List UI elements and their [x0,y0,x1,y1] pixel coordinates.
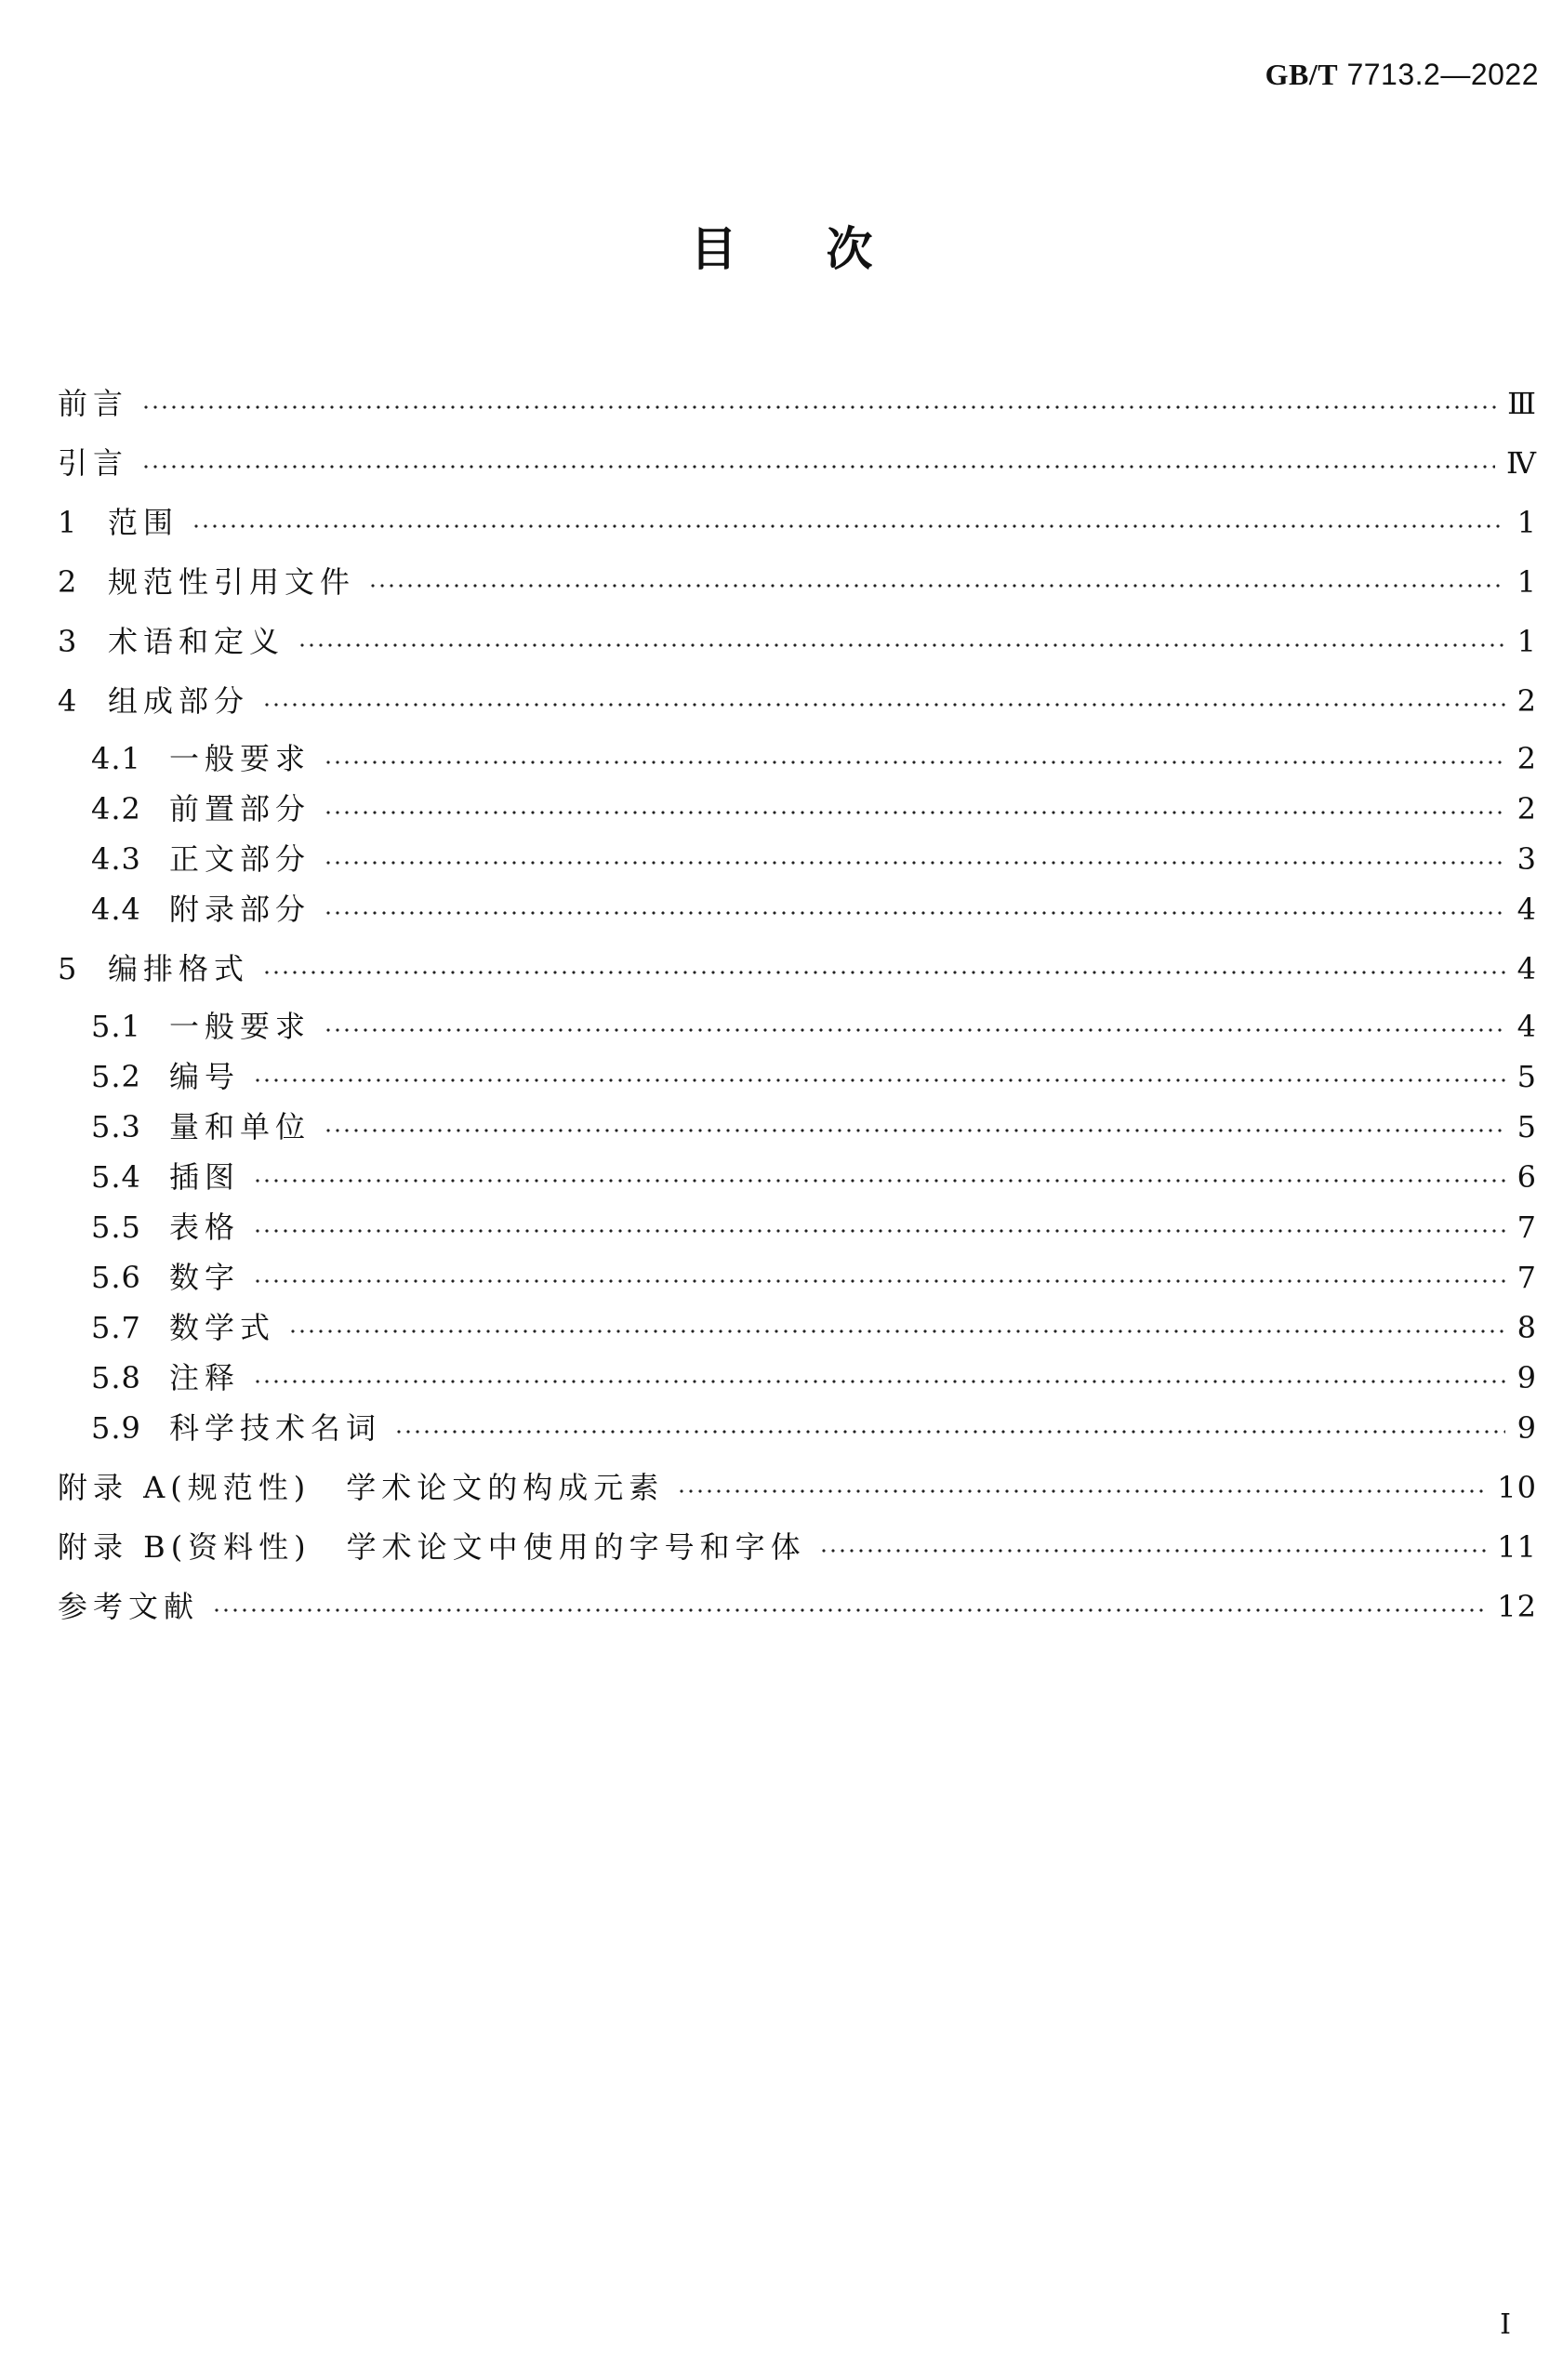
toc-entry[interactable] [58,1528,1537,1566]
toc-entry-page: 11 [1497,1529,1537,1565]
toc-entry[interactable] [58,504,1537,541]
toc-entry-label: 前置部分 [169,791,311,826]
toc-entry-label: 引言 [58,445,129,481]
toc-entry-label: 参考文献 [58,1589,200,1624]
standard-number: 7713.2—2022 [1346,58,1539,91]
standard-code [1265,58,1539,92]
toc-entry-page: 10 [1497,1470,1537,1505]
page-title [0,221,1563,277]
toc-entry-page: 2 [1517,683,1537,719]
toc-entry-page: 8 [1517,1310,1537,1345]
toc-entry-page: Ⅳ [1506,445,1537,481]
toc-entry-page: 5 [1517,1059,1537,1094]
toc-entry[interactable] [58,1588,1537,1625]
toc-entry-page: 2 [1517,741,1537,776]
toc-leader-dots [819,1547,1487,1554]
toc-entry-number: 5.1 [91,1009,141,1044]
toc-entry[interactable] [58,950,1537,987]
toc-leader-dots [253,1077,1505,1084]
toc-entry[interactable] [58,1469,1537,1506]
toc-entry-label: 科学技术名词 [169,1410,382,1446]
toc-entry[interactable] [58,1008,1537,1045]
toc-entry-number: 1 [58,505,78,540]
toc-entry-number: 5.7 [91,1310,141,1345]
toc-leader-dots [324,909,1505,917]
toc-entry-number: 4 [58,683,78,719]
toc-entry-label: 范围 [108,505,179,540]
toc-leader-dots [192,522,1505,530]
toc-entry-label: 表格 [169,1210,241,1245]
toc-entry[interactable] [58,891,1537,928]
toc-entry-label: 数字 [169,1260,241,1295]
toc-leader-dots [141,403,1496,411]
toc-entry-number: 4.3 [91,841,141,877]
toc-entry[interactable] [58,623,1537,660]
toc-entry-label: 数学式 [169,1310,276,1345]
toc-entry[interactable] [58,563,1537,601]
toc-entry-page: 7 [1517,1260,1537,1295]
toc-entry-label: 一般要求 [169,741,311,776]
toc-entry-label: 附录 B(资料性) 学术论文中使用的字号和字体 [58,1529,806,1565]
toc-entry-number: 4.4 [91,892,141,927]
toc-entry[interactable] [58,1409,1537,1447]
toc-entry-page: Ⅲ [1507,386,1537,421]
toc-leader-dots [253,1378,1505,1385]
toc-leader-dots [262,969,1505,976]
toc-entry[interactable] [58,1108,1537,1145]
toc-entry-number: 5 [58,951,78,986]
toc-leader-dots [212,1606,1486,1614]
toc-leader-dots [324,809,1505,816]
toc-entry-label: 量和单位 [169,1109,311,1144]
toc-entry[interactable] [58,1259,1537,1296]
toc-entry-page: 6 [1517,1159,1537,1195]
toc-entry-page: 12 [1497,1589,1537,1624]
toc-entry-page: 4 [1517,892,1537,927]
toc-leader-dots [324,1026,1505,1034]
toc-entry-number: 5.8 [91,1360,141,1395]
toc-entry-label: 组成部分 [108,683,250,719]
toc-entry-number: 5.9 [91,1410,141,1446]
toc-entry-number: 5.6 [91,1260,141,1295]
toc-entry-label: 注释 [169,1360,241,1395]
toc-entry-number: 5.3 [91,1109,141,1144]
toc-entry[interactable] [58,444,1537,482]
toc-leader-dots [298,641,1505,649]
page-title-char-1: 目 [690,222,737,276]
toc-entry-label: 编号 [169,1059,241,1094]
toc-entry-number: 5.4 [91,1159,141,1195]
toc-entry-number: 5.5 [91,1210,141,1245]
toc-entry-number: 4.2 [91,791,141,826]
toc-entry-number: 3 [58,624,78,659]
toc-entry-label: 编排格式 [108,951,250,986]
toc-entry-page: 7 [1517,1210,1537,1245]
toc-entry-page: 2 [1517,791,1537,826]
toc-entry[interactable] [58,840,1537,878]
toc-leader-dots [677,1488,1486,1495]
toc-leader-dots [368,582,1505,589]
toc-entry-label: 附录部分 [169,892,311,927]
toc-entry[interactable] [58,1359,1537,1396]
table-of-contents [58,372,1537,1625]
toc-entry-label: 术语和定义 [108,624,285,659]
toc-leader-dots [324,759,1505,766]
toc-entry[interactable] [58,1058,1537,1095]
toc-entry[interactable] [58,1309,1537,1346]
toc-entry-label: 附录 A(规范性) 学术论文的构成元素 [58,1470,665,1505]
toc-entry-page: 5 [1517,1109,1537,1144]
toc-entry-page: 4 [1517,951,1537,986]
toc-entry-page: 9 [1517,1360,1537,1395]
toc-entry-number: 5.2 [91,1059,141,1094]
toc-leader-dots [253,1277,1505,1285]
toc-leader-dots [253,1227,1505,1235]
toc-entry-number: 4.1 [91,741,141,776]
toc-entry-label: 正文部分 [169,841,311,877]
toc-entry[interactable] [58,385,1537,422]
standard-prefix: GB/T [1265,58,1339,91]
toc-entry[interactable] [58,682,1537,720]
toc-leader-dots [394,1428,1505,1435]
toc-leader-dots [262,701,1505,708]
toc-leader-dots [141,463,1495,470]
toc-entry-label: 插图 [169,1159,241,1195]
page-number: Ⅰ [1500,2308,1511,2341]
toc-entry[interactable] [58,790,1537,827]
toc-entry-label: 前言 [58,386,129,421]
toc-entry[interactable] [58,1158,1537,1196]
toc-entry-page: 1 [1517,505,1537,540]
toc-entry-page: 1 [1517,624,1537,659]
toc-leader-dots [253,1177,1505,1184]
toc-leader-dots [288,1328,1505,1335]
toc-leader-dots [324,859,1505,866]
toc-entry[interactable] [58,740,1537,777]
toc-entry-page: 1 [1517,564,1537,600]
toc-entry-page: 3 [1517,841,1537,877]
toc-entry-number: 2 [58,564,78,600]
toc-entry-page: 9 [1517,1410,1537,1446]
toc-entry-label: 一般要求 [169,1009,311,1044]
toc-leader-dots [324,1127,1505,1134]
toc-entry-label: 规范性引用文件 [108,564,356,600]
page-title-char-2: 次 [826,222,873,276]
toc-entry[interactable] [58,1209,1537,1246]
toc-entry-page: 4 [1517,1009,1537,1044]
